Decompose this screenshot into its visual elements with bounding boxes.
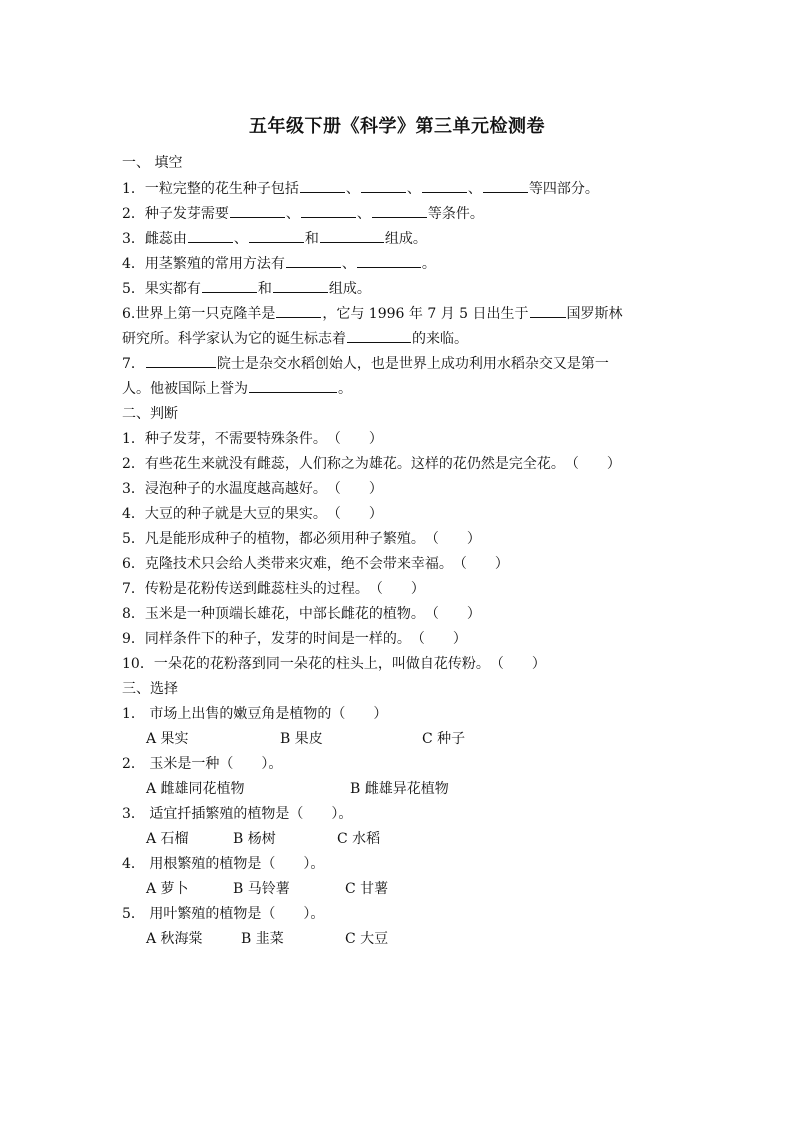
question-number: 2． [122,456,145,472]
question-number: 9． [122,631,145,647]
question-text: 浸泡种子的水温度越高越好。 [144,481,327,497]
question-text: 等四部分。 [528,181,599,197]
question-text: 的来临。 [412,331,468,347]
question-text: 同样条件下的种子，发芽的时间是一样的。 [144,631,411,647]
option-a[interactable]: A 石榴 [146,831,189,847]
fill-question-7 [122,352,667,377]
option-c[interactable]: C 大豆 [345,931,389,947]
section-fill-heading: 一、 填空 [122,155,183,171]
fill-question-4 [122,252,667,277]
answer-blank[interactable] [273,278,328,293]
question-text: 果实都有 [144,281,201,297]
option-a[interactable]: A 果实 [146,731,189,747]
choice-options-3 [122,827,667,852]
question-number: 1． [122,431,145,447]
answer-parentheses[interactable]: （ ） [326,431,383,447]
question-number: 1． [122,181,145,197]
question-number: 6． [122,556,145,572]
option-c[interactable]: C 甘薯 [345,881,389,897]
option-a[interactable]: A 萝卜 [146,881,189,897]
answer-parentheses[interactable]: （ ） [410,631,467,647]
choice-question-3: 3． 适宜扦插繁殖的植物是（ ）。 [122,806,353,822]
question-number: 4． [122,506,145,522]
option-b[interactable]: B 马铃薯 [233,881,290,897]
question-text: 等条件。 [427,206,484,222]
judge-question-5 [122,527,667,552]
option-a[interactable]: A 秋海棠 [146,931,203,947]
question-text: 雌蕊由 [144,231,187,247]
question-number: 3． [122,481,145,497]
answer-blank[interactable] [483,178,528,193]
choice-options-5 [122,927,667,952]
answer-blank[interactable] [146,353,216,368]
judge-question-2 [122,452,667,477]
question-text: 有些花生来就没有雌蕊，人们称之为雄花。这样的花仍然是完全花。 [144,456,565,472]
choice-options-4 [122,877,667,902]
separator: 、 [356,206,371,222]
question-text: 玉米是一种顶端长雄花，中部长雌花的植物。 [144,606,425,622]
question-text: 组成。 [384,231,427,247]
option-b[interactable]: B 杨树 [233,831,276,847]
question-number: 4． [122,256,145,272]
answer-blank[interactable] [357,253,421,268]
option-b[interactable]: B 雌雄异花植物 [350,781,449,797]
fill-question-6 [122,302,667,327]
fill-question-3 [122,227,667,252]
judge-question-7 [122,577,667,602]
choice-options-2 [122,777,667,802]
question-text: 一粒完整的花生种子包括 [144,181,299,197]
question-number: 3． [122,231,145,247]
question-number: 7． [122,356,145,372]
question-text: 。 [421,256,436,272]
answer-parentheses[interactable]: （ ） [564,456,621,472]
question-text: 种子发芽需要 [144,206,229,222]
answer-parentheses[interactable]: （ ） [326,506,383,522]
question-text: 组成。 [328,281,371,297]
answer-blank[interactable] [249,228,304,243]
choice-question-1: 1． 市场上出售的嫩豆角是植物的（ ） [122,706,388,722]
judge-question-6 [122,552,667,577]
option-b[interactable]: B 韭菜 [241,931,284,947]
judge-question-9 [122,627,667,652]
choice-question-4: 4． 用根繁殖的植物是（ ）。 [122,856,325,872]
conjunction: 和 [304,231,319,247]
separator: 、 [341,256,356,272]
answer-parentheses[interactable]: （ ） [368,581,425,597]
answer-blank[interactable] [372,203,427,218]
question-text: 。 [338,381,352,397]
question-text: 凡是能形成种子的植物，都必须用种子繁殖。 [144,531,425,547]
question-number: 10． [122,656,154,672]
question-text: 大豆的种子就是大豆的果实。 [144,506,327,522]
fill-question-1 [122,177,667,202]
separator: 、 [467,181,482,197]
answer-blank[interactable] [202,278,257,293]
judge-question-1 [122,427,667,452]
question-text: ，它与 1996 年 7 月 5 日出生于 [322,306,529,322]
answer-blank[interactable] [249,378,337,393]
page-title: 五年级下册《科学》第三单元检测卷 [249,116,545,137]
answer-blank[interactable] [301,203,356,218]
answer-blank[interactable] [347,328,411,343]
option-a[interactable]: A 雌雄同花植物 [146,781,245,797]
conjunction: 和 [257,281,272,297]
question-text: 国罗斯林 [566,306,623,322]
question-number: 2． [122,206,145,222]
question-number: 5． [122,281,145,297]
section-choice-heading: 三、选择 [122,681,178,697]
question-text: 用茎繁殖的常用方法有 [144,256,285,272]
exam-content [122,150,667,952]
answer-blank[interactable] [530,303,566,318]
separator: 、 [406,181,421,197]
fill-question-7-continued [122,377,667,402]
answer-blank[interactable] [276,303,321,318]
answer-parentheses[interactable]: （ ） [452,556,509,572]
separator: 、 [345,181,360,197]
judge-question-10 [122,652,667,677]
question-text: 种子发芽，不需要特殊条件。 [144,431,327,447]
answer-parentheses[interactable]: （ ） [424,531,481,547]
judge-question-8 [122,602,667,627]
judge-question-4 [122,502,667,527]
answer-blank[interactable] [230,203,285,218]
question-number: 5． [122,531,145,547]
judge-question-3 [122,477,667,502]
question-text: 人。他被国际上誉为 [122,381,248,397]
question-number: 8． [122,606,145,622]
fill-question-5 [122,277,667,302]
question-text: 一朵花的花粉落到同一朵花的柱头上，叫做自花传粉。 [153,656,490,672]
question-number: 7． [122,581,145,597]
question-text: 院士是杂交水稻创始人，也是世界上成功利用水稻杂交又是第一 [216,356,609,372]
section-judge-heading: 二、判断 [122,406,178,422]
answer-blank[interactable] [320,228,384,243]
answer-parentheses[interactable]: （ ） [326,481,383,497]
option-c[interactable]: C 水稻 [337,831,381,847]
answer-parentheses[interactable]: （ ） [489,656,546,672]
choice-question-5: 5． 用叶繁殖的植物是（ ）。 [122,906,325,922]
separator: 、 [233,231,248,247]
question-text: 克隆技术只会给人类带来灾难，绝不会带来幸福。 [144,556,453,572]
fill-question-6-continued [122,327,667,352]
question-text: 传粉是花粉传送到雌蕊柱头的过程。 [144,581,369,597]
separator: 、 [285,206,300,222]
answer-blank[interactable] [361,178,406,193]
question-text: 研究所。科学家认为它的诞生标志着 [122,331,346,347]
answer-blank[interactable] [422,178,467,193]
choice-question-2: 2． 玉米是一种（ ）。 [122,756,283,772]
answer-blank[interactable] [188,228,233,243]
answer-blank[interactable] [286,253,341,268]
answer-blank[interactable] [300,178,345,193]
option-b[interactable]: B 果皮 [280,731,323,747]
answer-parentheses[interactable]: （ ） [424,606,481,622]
fill-question-2 [122,202,667,227]
question-text: 世界上第一只克隆羊是 [135,306,276,322]
choice-options-1 [122,727,667,752]
question-number: 6. [122,306,136,322]
option-c[interactable]: C 种子 [422,731,466,747]
